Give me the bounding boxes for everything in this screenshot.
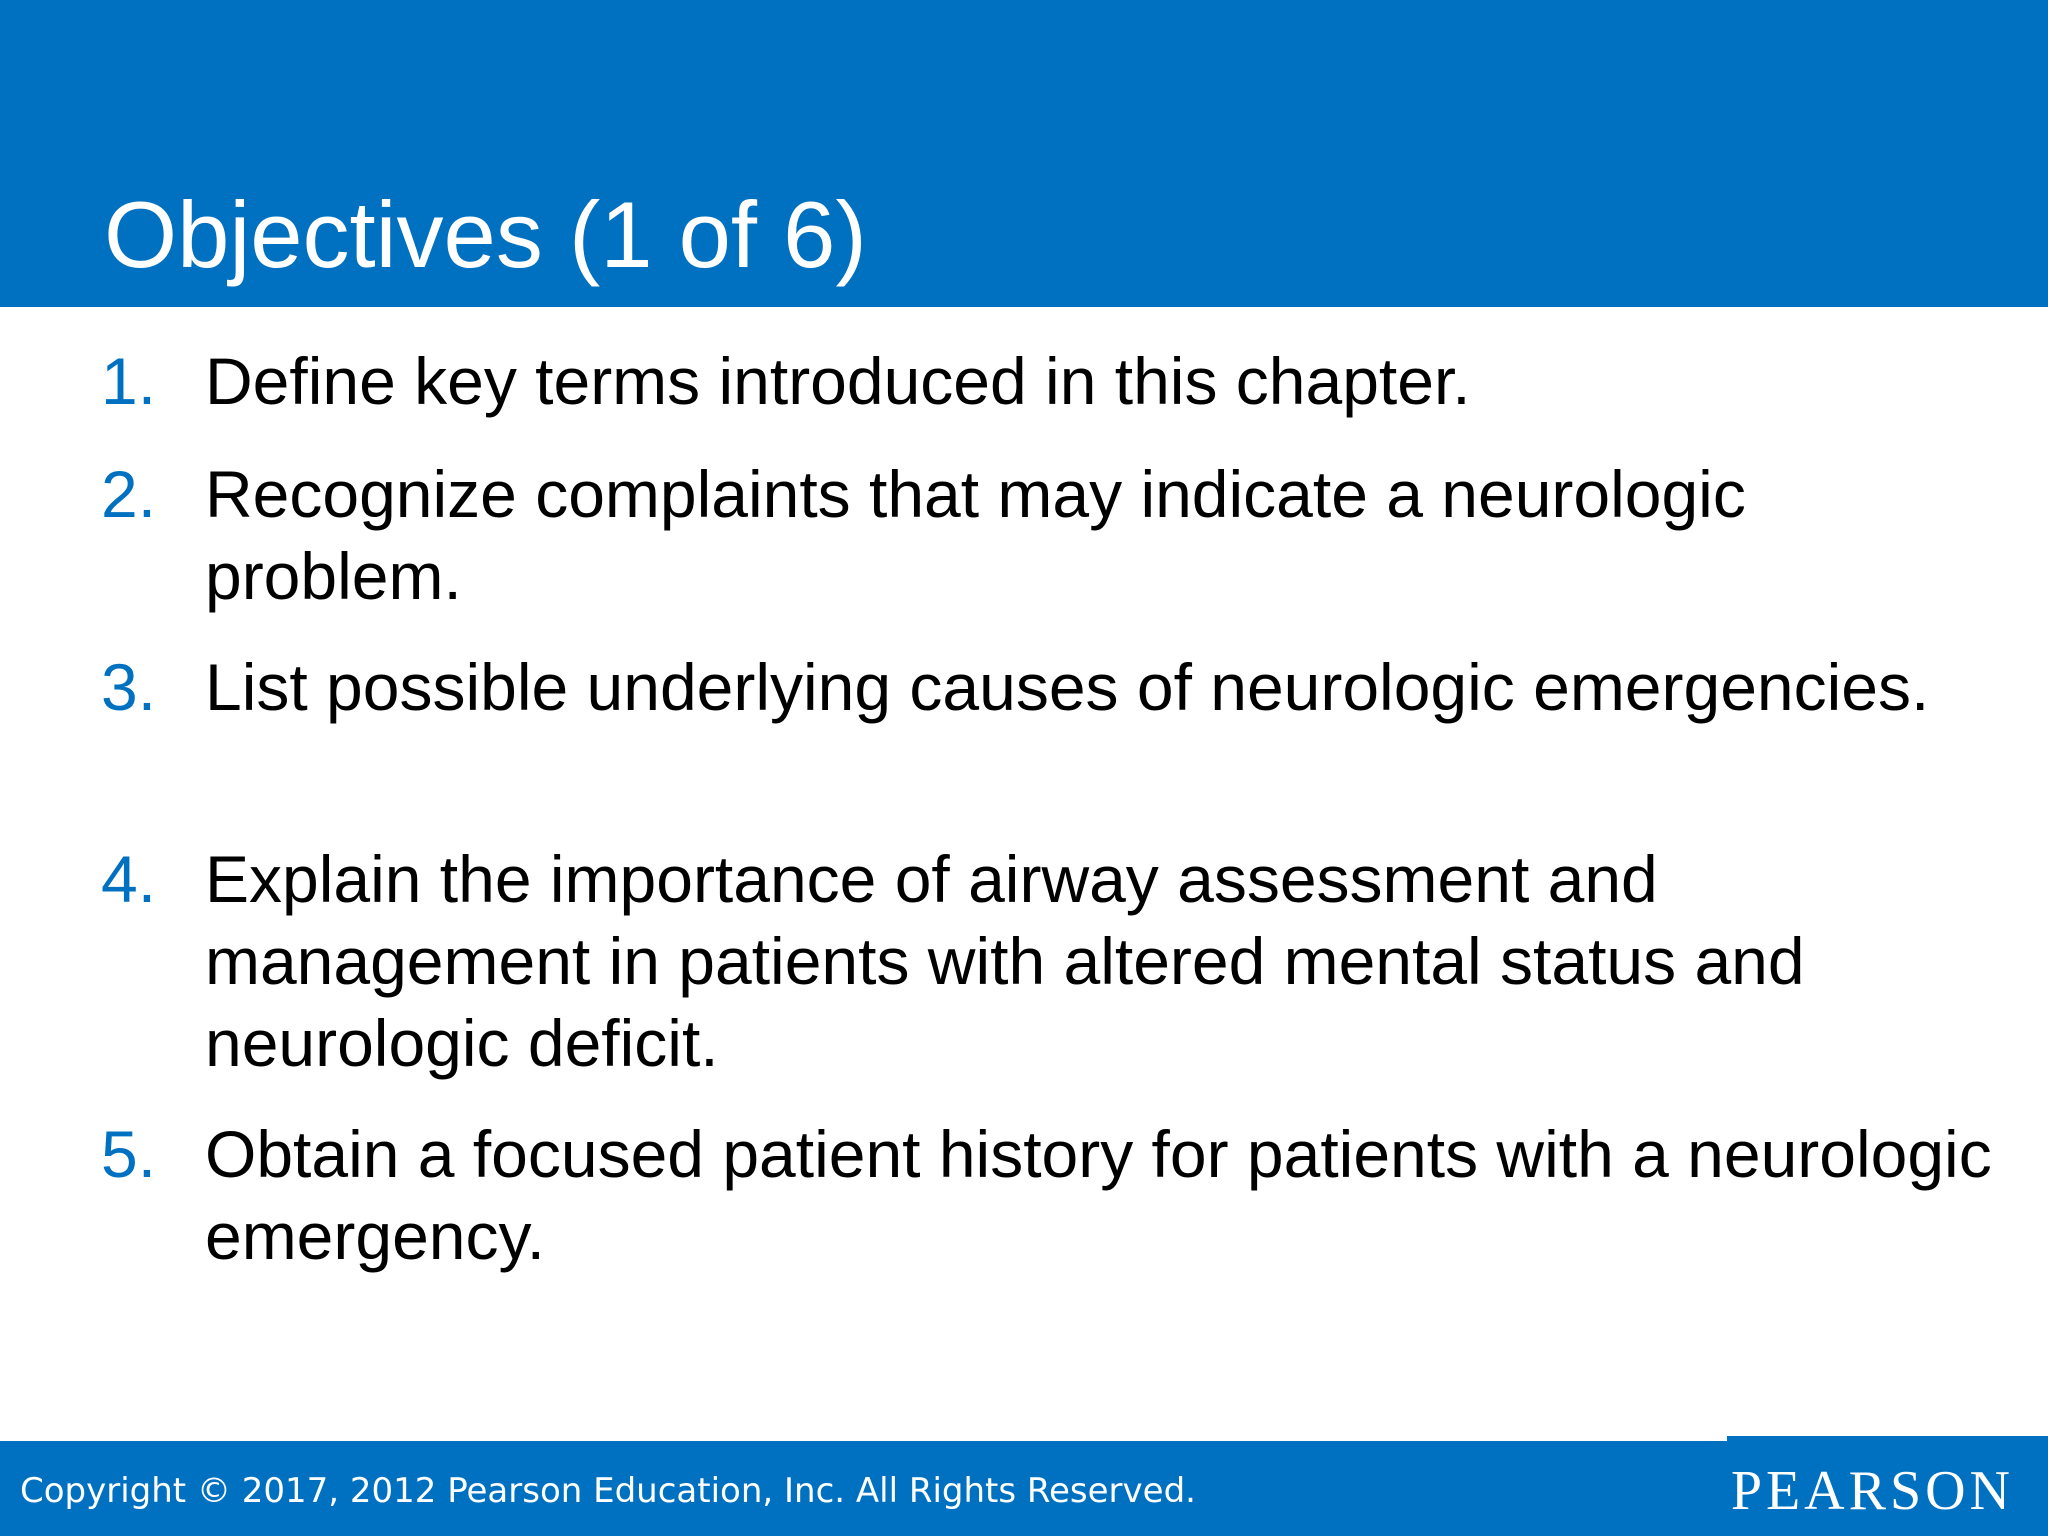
objective-number: 3. bbox=[101, 650, 157, 724]
objective-text: Recognize complaints that may indicate a neurologic problem. bbox=[205, 457, 1746, 613]
objective-number: 1. bbox=[101, 344, 157, 418]
objective-number: 2. bbox=[101, 457, 157, 531]
copyright-text: Copyright © 2017, 2012 Pearson Education, Inc. All Rights Reserved. bbox=[20, 1471, 1196, 1511]
objective-number: 5. bbox=[101, 1117, 157, 1191]
objective-text: List possible underlying causes of neurologic emergencies. bbox=[205, 650, 1930, 724]
objective-text: Define key terms introduced in this chapter. bbox=[205, 344, 1471, 418]
slide-title: Objectives (1 of 6) bbox=[104, 182, 867, 287]
objective-number: 4. bbox=[101, 842, 157, 916]
objective-text: Obtain a focused patient history for patients with a neurologic emergency. bbox=[205, 1117, 1992, 1273]
pearson-logo: PEARSON bbox=[1730, 1460, 2014, 1522]
objective-text: Explain the importance of airway assessment and management in patients with altered mental status and neurologic deficit. bbox=[205, 842, 1805, 1080]
